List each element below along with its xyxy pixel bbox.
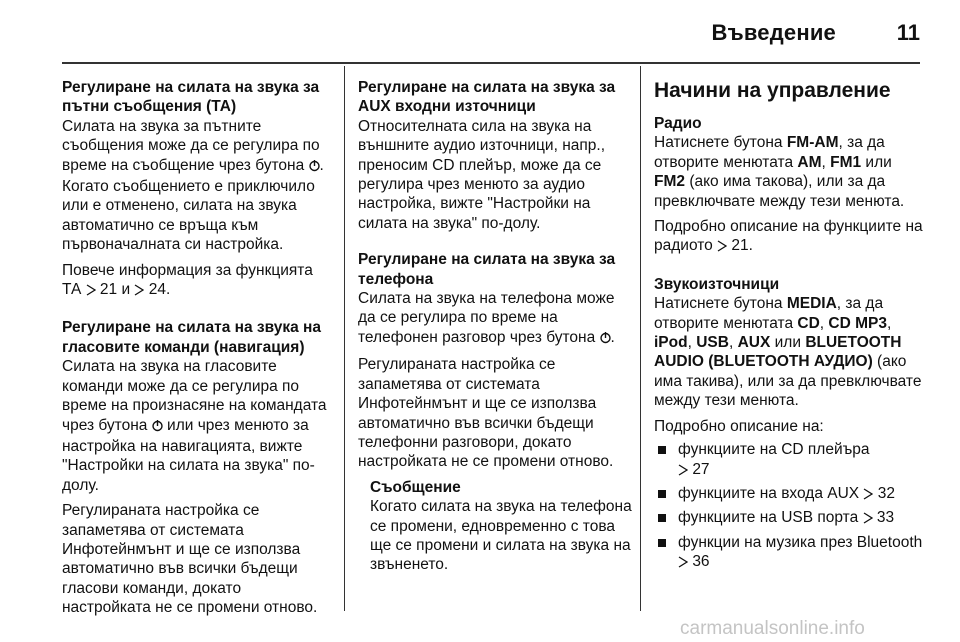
note-text: Когато силата на звука на телефона се промени, едновременно с това ще се промени и силата на звука на звъненето. <box>370 498 632 574</box>
list-item: функции на музика през Bluetooth 36 <box>654 533 924 574</box>
note-box <box>370 478 636 575</box>
page-ref-icon <box>717 238 727 257</box>
sources-section <box>654 275 924 574</box>
voice-volume-section <box>62 318 332 617</box>
aux-volume-text: Относителната сила на звука на външните аудио източници, напр., преносим CD плейър, може да се регулира чрез менюто за аудио настройка, вижте "Настройки на силата на звука" по-долу. <box>358 117 606 232</box>
watermark: carmanualsonline.info <box>680 618 865 639</box>
column-3 <box>654 78 924 577</box>
ipod-menu-label: iPod <box>654 334 688 352</box>
phone-volume-text: Силата на звука на телефона може да се регулира по време на телефонен разговор чрез бутона . <box>358 289 636 349</box>
page-header <box>62 14 920 54</box>
page-ref-icon <box>86 282 96 301</box>
column-divider-2 <box>640 66 641 611</box>
voice-volume-heading: Регулиране на силата на звука на гласовите команди (навигация) <box>62 319 322 356</box>
fm2-menu-label: FM2 <box>654 173 685 191</box>
chapter-title: Въведение <box>711 20 836 45</box>
note-heading: Съобщение <box>370 478 461 496</box>
phone-volume-heading: Регулиране на силата на звука за телефона <box>358 251 616 288</box>
ta-volume-section <box>62 78 332 301</box>
aux-volume-section <box>358 78 636 233</box>
page-ref-icon <box>678 554 688 573</box>
phone-volume-section <box>358 250 636 575</box>
aux-volume-heading: Регулиране на силата на звука за AUX входни източници <box>358 79 616 116</box>
volume-knob-icon <box>600 330 611 349</box>
page-ref-icon <box>678 462 688 481</box>
fm1-menu-label: FM1 <box>830 153 862 171</box>
cd-menu-label: CD <box>797 314 820 332</box>
radio-ref-text: Подробно описание на функциите на радиото 21. <box>654 217 924 258</box>
ta-volume-heading: Регулиране на силата на звука за пътни съобщения (ТА) <box>62 79 320 116</box>
usb-menu-label: USB <box>696 334 729 352</box>
aux-menu-label: AUX <box>737 334 771 352</box>
page-ref-icon <box>863 486 873 505</box>
radio-section <box>654 114 924 258</box>
column-1 <box>62 78 332 635</box>
fm-am-button-label: FM-AM <box>786 134 839 152</box>
column-2 <box>358 78 636 575</box>
list-item: функциите на входа AUX 32 <box>654 484 924 505</box>
description-intro: Подробно описание на: <box>654 417 824 435</box>
voice-volume-saved-text: Регулираната настройка се запаметява от системата Инфотейнмънт и ще се използва автоматично във всички бъдещи гласови команди, докато настройката не се промени отново. <box>62 502 318 617</box>
bluetooth-audio-menu-label: BLUETOOTH AUDIO (BLUETOOTH АУДИО) <box>654 334 902 371</box>
sources-heading: Звукоизточници <box>654 275 780 293</box>
page-ref-icon <box>863 510 873 529</box>
media-button-label: MEDIA <box>786 295 837 313</box>
ta-volume-text: Силата на звука за пътните съобщения може да се регулира по време на съобщение чрез бутона . Когато съобщението е приключило или е отменено, силата на звука автоматично се връща към първоначалната си настройка. <box>62 117 324 254</box>
radio-heading: Радио <box>654 115 702 132</box>
volume-knob-icon <box>152 418 163 437</box>
page-number: 11 <box>896 20 920 45</box>
cd-mp3-menu-label: CD MP3 <box>828 314 887 332</box>
volume-knob-icon <box>309 158 320 177</box>
control-methods-heading: Начини на управление <box>654 79 891 102</box>
description-list <box>654 440 924 573</box>
sources-text: Натиснете бутона MEDIA, за да отворите менютата CD, CD MP3, iPod, USB, AUX или BLUETOOTH AUDIO (BLUETOOTH АУДИО) (ако има такива), или за да превключвате между тези менюта. <box>654 295 922 410</box>
radio-text: Натиснете бутона FM-AM, за да отворите менютата AM, FM1 или FM2 (ако има такова), или за да превключвате между тези менюта. <box>654 134 905 210</box>
column-divider-1 <box>344 66 345 611</box>
phone-volume-saved-text: Регулираната настройка се запаметява от системата Инфотейнмънт и ще се използва автоматично във всички бъдещи телефонни разговори, докато настройката не се промени отново. <box>358 356 614 471</box>
page-ref-icon <box>134 282 144 301</box>
voice-volume-text: Силата на звука на гласовите команди може да се регулира по време на произнасяне на командата чрез бутона или чрез менюто за настройка на навигацията, вижте "Настройки на силата на звука" по-долу. <box>62 358 327 494</box>
list-item: функциите на USB порта 33 <box>654 508 924 529</box>
am-menu-label: AM <box>797 153 822 171</box>
ta-more-info: Повече информация за функцията ТА 21 и 24. <box>62 261 332 302</box>
list-item: функциите на CD плейъра 27 <box>654 440 924 481</box>
header-divider <box>62 62 920 64</box>
